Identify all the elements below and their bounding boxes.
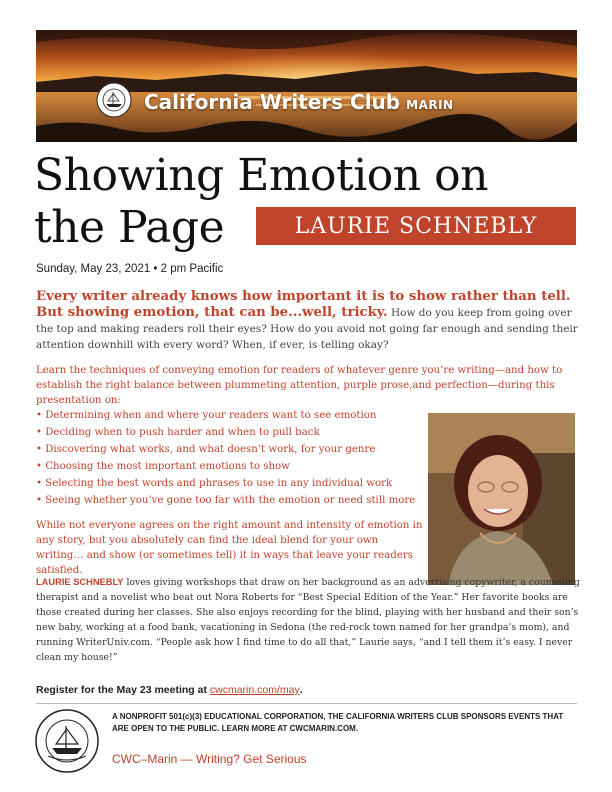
club-seal-icon xyxy=(34,708,100,774)
topic-item: • Selecting the best words and phrases to use in any individual work xyxy=(36,475,436,492)
speaker-name: LAURIE SCHNEBLY xyxy=(294,213,538,239)
register-link[interactable]: cwcmarin.com/may xyxy=(209,684,300,696)
speaker-photo xyxy=(428,413,575,585)
register-label: Register for the May 23 meeting at xyxy=(36,684,207,696)
register-suffix: . xyxy=(299,684,303,696)
topic-item: • Deciding when to push harder and when to pull back xyxy=(36,424,436,441)
branch-name: MARIN xyxy=(406,98,454,112)
org-name xyxy=(144,90,454,114)
event-title-line2: the Page xyxy=(34,202,225,253)
lead-paragraph xyxy=(36,289,582,353)
club-seal-icon xyxy=(96,82,132,118)
event-title-line1: Showing Emotion on xyxy=(34,150,488,201)
lead-text: How do you keep from going over the top and making readers roll their eyes? How do you avoid not going far enough and sending their attention downhill with every word? When, if ever, is telling okay? xyxy=(36,307,578,351)
closing-paragraph: While not everyone agrees on the right amount and intensity of emotion in any story, but you absolutely can find the ideal blend for your own writing… and show (or sometimes tell) it in ways that leave your readers satisfied. xyxy=(36,520,423,576)
nonprofit-statement: A NONPROFIT 501(c)(3) EDUCATIONAL CORPORATION, THE CALIFORNIA WRITERS CLUB SPONSORS EVENTS THAT ARE OPEN TO THE PUBLIC. LEARN MORE AT CWCMARIN.COM. xyxy=(112,712,564,733)
topic-item: • Discovering what works, and what doesn’t work, for your genre xyxy=(36,441,436,458)
bio-text: loves giving workshops that draw on her background as an advertising copywriter, a counseling therapist and a novelist who beat out Nora Roberts for “Best Special Edition of the Year.” Her favorite books are those created during her classes. She also enjoys recording for the blind, playing with her husband and their son’s new baby, working at a food bank, vacationing in Sedona (the red-rock town named for her grandpa’s mom), and running WriterUniv.com. “People ask how I find time to do all that,” Laurie says, “and I tell them it’s easy. I never clean my house!” xyxy=(36,577,580,663)
org-name-text: California Writers Club xyxy=(144,90,401,114)
speaker-banner xyxy=(256,207,576,245)
topic-item: • Determining when and where your readers want to see emotion xyxy=(36,407,436,424)
footer-divider xyxy=(36,703,577,704)
topic-list xyxy=(36,407,436,509)
speaker-bio xyxy=(36,575,582,665)
topic-item: • Choosing the most important emotions to show xyxy=(36,458,436,475)
event-date: Sunday, May 23, 2021 • 2 pm Pacific xyxy=(36,263,224,275)
header-banner xyxy=(36,30,577,142)
registration-line xyxy=(36,684,303,696)
topic-item: • Seeing whether you’ve gone too far with the emotion or need still more xyxy=(36,492,436,509)
lead-highlight: Every writer already knows how important it is to show rather than tell. But showing emotion, that can be...well, tricky. xyxy=(36,289,571,320)
intro-paragraph: Learn the techniques of conveying emotion for readers of whatever genre you’re writing—and how to establish the right balance between plummeting attention, purple prose,and perfection—during this presentation on: xyxy=(36,365,563,406)
bio-name: LAURIE SCHNEBLY xyxy=(36,577,124,587)
tagline: CWC–Marin — Writing? Get Serious xyxy=(112,752,307,766)
